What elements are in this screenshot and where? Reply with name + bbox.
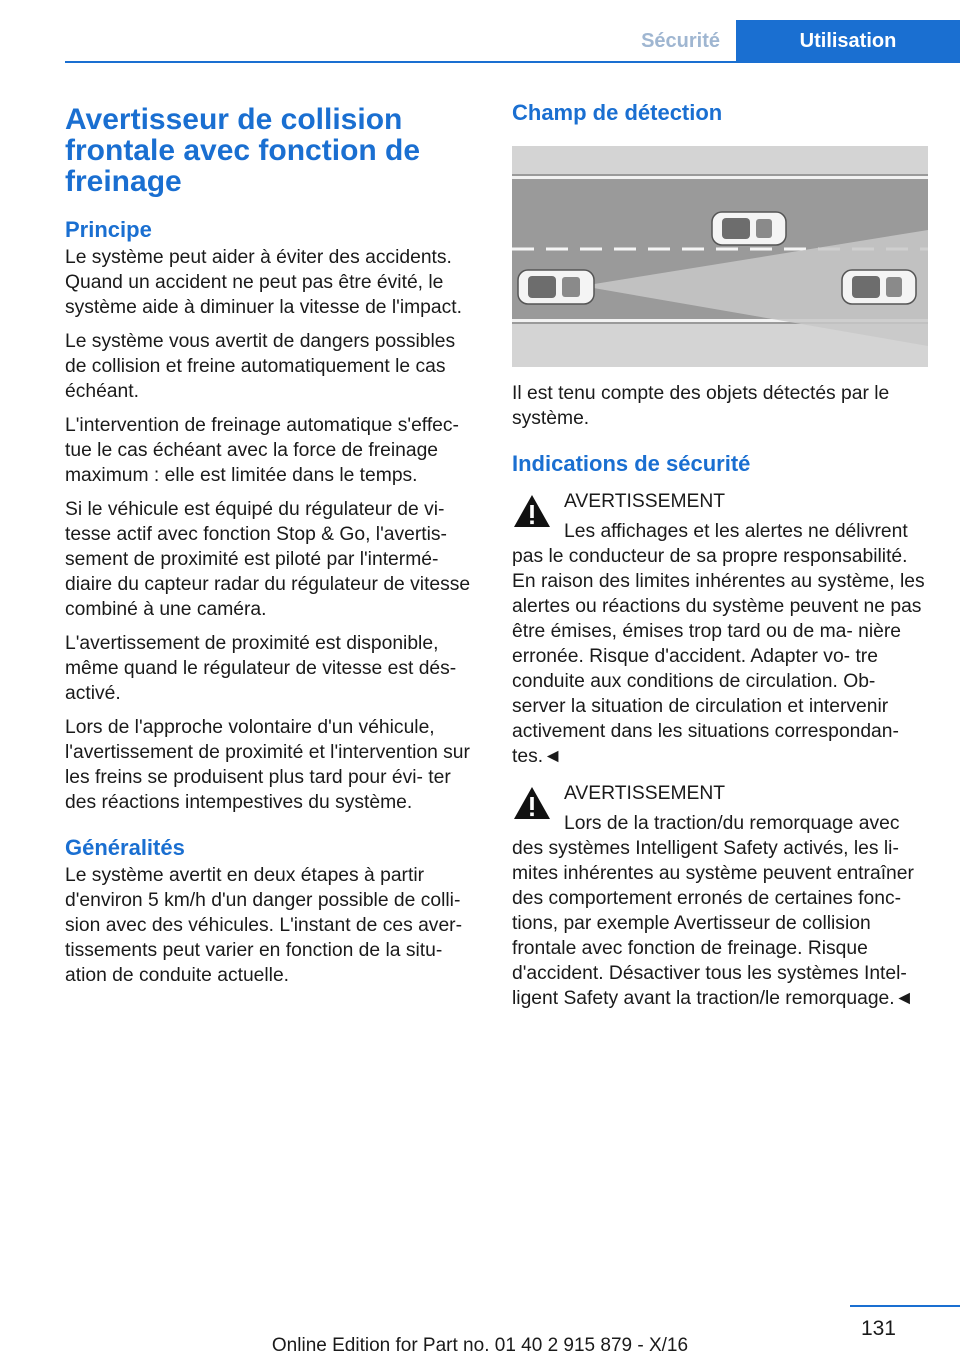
warning-triangle-icon (512, 785, 552, 821)
heading-champ-detection: Champ de détection (512, 100, 723, 125)
page-header (0, 0, 960, 64)
heading-indications-securite: Indications de sécurité (512, 451, 751, 476)
edition-note: Online Edition for Part no. 01 40 2 915 879 - X/16 (271, 1335, 689, 1356)
heading-generalites: Généralités (65, 835, 185, 860)
paragraph: Lors de l'approche volontaire d'un véhicule, l'avertissement de proximité et l'intervention sur les freins se produisent plus tard pour évi‐ ter des réactions intempestives du système. (65, 717, 470, 813)
warning-title: AVERTISSEMENT (564, 491, 726, 512)
warning-title: AVERTISSEMENT (564, 783, 726, 804)
warning-text: Lors de la traction/du remorquage avec des systèmes Intelligent Safety activés, les li‐ mites inhérentes au système peuvent entraîner des comportement erronés de certaines fonc‐ tions, par exemple Avertisseur de collision frontale avec fonction de freinage. Risque d'accident. Désactiver tous les systèmes Intel‐ ligent Safety avant la traction/le remorquage.◄ (512, 813, 914, 1009)
heading-principe: Principe (65, 217, 152, 242)
footer-rule (850, 1305, 960, 1307)
car-icon-ego (518, 270, 594, 304)
warning-text: Les affichages et les alertes ne délivrent pas le conducteur de sa propre responsabilité. En raison des limites inhérentes au système, les alertes ou réactions du système peuvent ne pas être émises, émises trop tard ou de ma‐ nière erronée. Risque d'accident. Adapter vo‐ tre conduite aux conditions de circulation. Ob‐ server la situation de circulation et intervenir activement dans les situations correspondan‐ tes.◄ (512, 521, 925, 767)
paragraph: Le système vous avertit de dangers possibles de collision et freine automatiquement le cas échéant. (65, 331, 456, 402)
paragraph: L'intervention de freinage automatique s'effec‐ tue le cas échéant avec la force de freinage maximum : elle est limitée dans le temps. (65, 415, 459, 486)
car-icon-front (712, 212, 786, 245)
page-title: Avertisseur de collision frontale avec fonction de freinage (65, 103, 421, 198)
paragraph: Le système avertit en deux étapes à partir d'environ 5 km/h d'un danger possible de colli‐ sion avec des véhicules. L'instant de ces aver‐ tissements peut varier en fonction de la situ‐ ation de conduite actuelle. (65, 865, 463, 986)
left-column (65, 100, 480, 997)
paragraph: Le système peut aider à éviter des accidents. Quand un accident ne peut pas être évité, le système aide à diminuer la vitesse de l'impact. (65, 247, 462, 318)
warning-block (512, 489, 928, 769)
car-icon-ahead (842, 270, 916, 304)
detection-field-illustration (512, 146, 928, 367)
warning-block (512, 781, 928, 1011)
right-column (512, 100, 928, 1021)
paragraph: L'avertissement de proximité est disponible, même quand le régulateur de vitesse est dés‐ activé. (65, 633, 457, 704)
paragraph: Si le véhicule est équipé du régulateur de vi‐ tesse actif avec fonction Stop & Go, l'avertis‐ sement de proximité est piloté par l'intermé‐ diaire du capteur radar du régulateur de vitesse combiné à une caméra. (65, 499, 471, 620)
page-number: 131 (860, 1317, 896, 1340)
section-tab-utilisation: Utilisation (736, 20, 960, 62)
section-tab-securite: Sécurité (641, 30, 720, 52)
road-edge-top (512, 176, 928, 179)
figure-caption: Il est tenu compte des objets détectés par le système. (512, 383, 890, 429)
warning-triangle-icon (512, 493, 552, 529)
header-rule (65, 61, 960, 63)
